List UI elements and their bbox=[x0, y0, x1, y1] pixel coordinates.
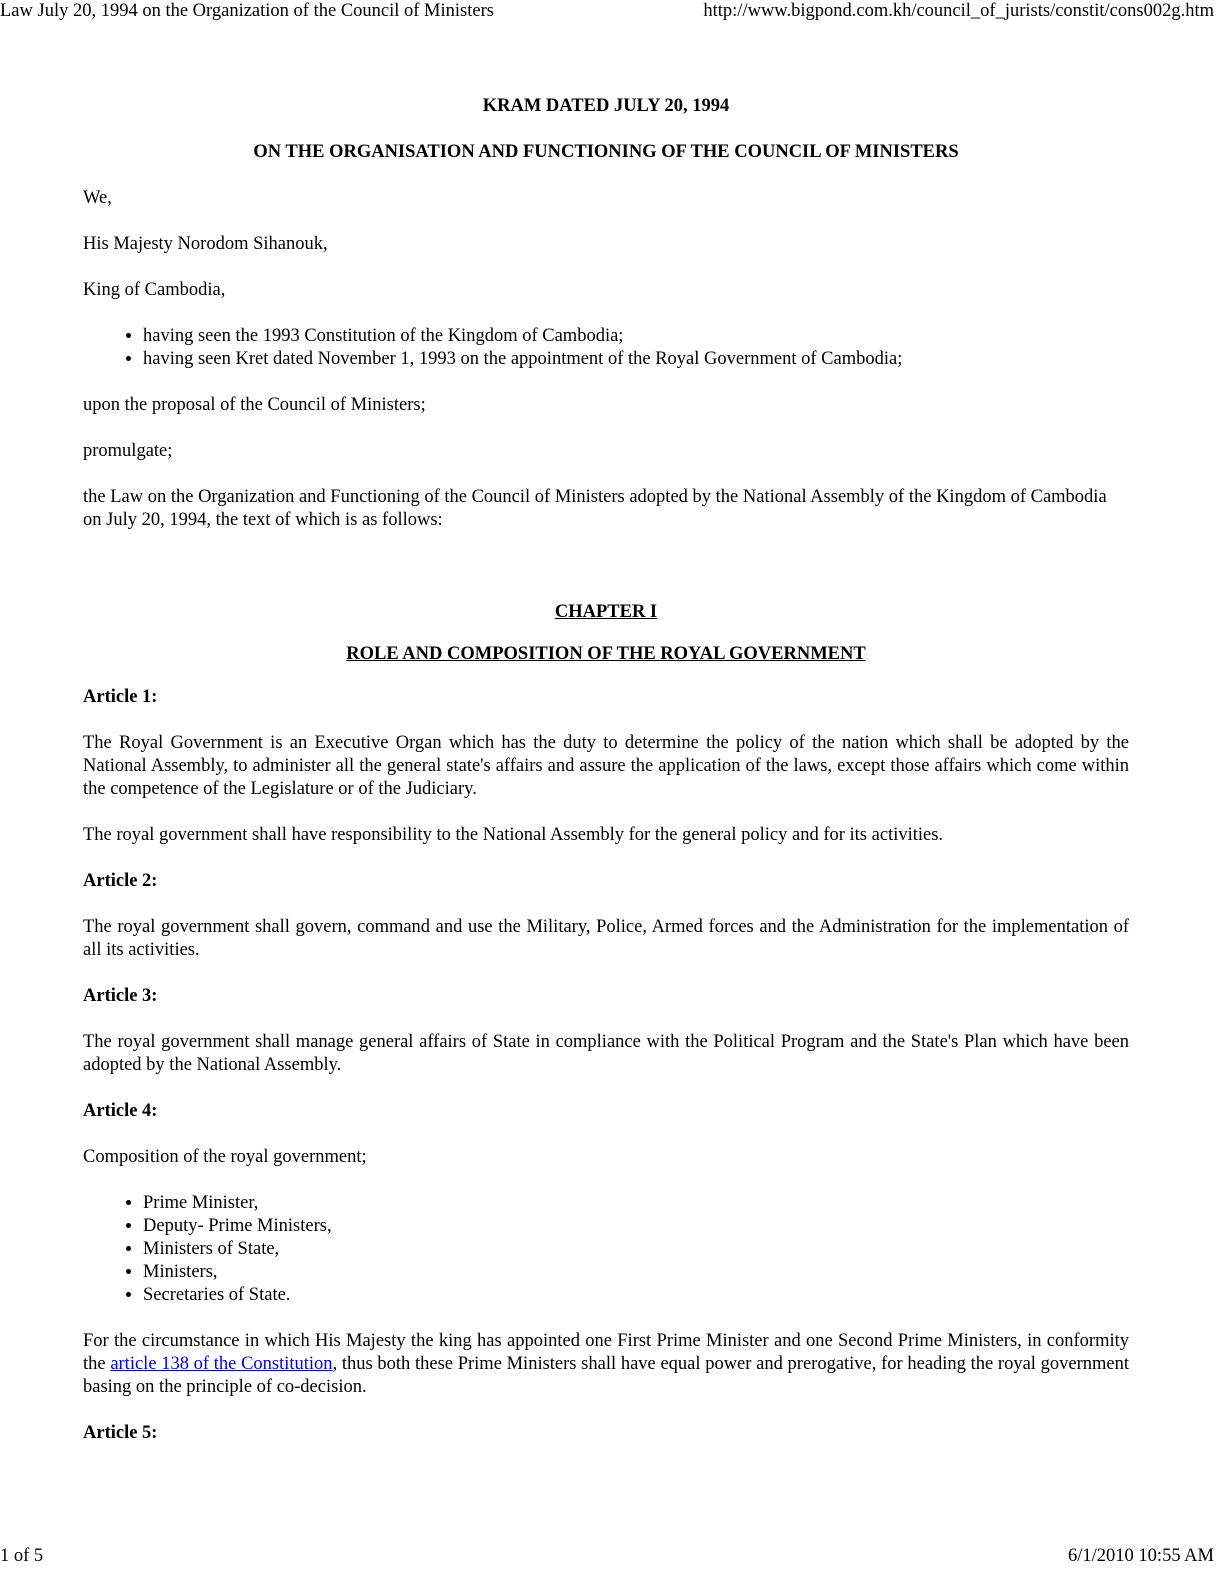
article-paragraph: The Royal Government is an Executive Organ which has the duty to determine the policy of the nation which shall be adopted by the National Assembly, to administer all the general state's affairs and assure the application of the laws, except those affairs which come within the competence of the Legislature or of the Judiciary. bbox=[83, 733, 1129, 799]
article-heading: Article 4: bbox=[83, 1101, 158, 1121]
list-item: • having seen the 1993 Constitution of the Kingdom of Cambodia; bbox=[143, 325, 1129, 348]
preamble-majesty: His Majesty Norodom Sihanouk, bbox=[83, 234, 328, 254]
article-heading: Article 5: bbox=[83, 1423, 158, 1443]
article-heading: Article 1: bbox=[83, 687, 158, 707]
chapter-heading: CHAPTER I bbox=[554, 602, 658, 622]
law-intro: the Law on the Organization and Functioning of the Council of Ministers adopted by the National Assembly of the Kingdom of Cambodia on July 20, 1994, the text of which is as follows: bbox=[83, 487, 1107, 530]
preamble-king: King of Cambodia, bbox=[83, 280, 226, 300]
document-body bbox=[83, 95, 1129, 1468]
document-subtitle: ON THE ORGANISATION AND FUNCTIONING OF THE COUNCIL OF MINISTERS bbox=[253, 142, 959, 162]
chapter-title: ROLE AND COMPOSITION OF THE ROYAL GOVERNMENT bbox=[346, 644, 866, 664]
article-heading: Article 2: bbox=[83, 871, 158, 891]
constitution-article-link[interactable]: article 138 of the Constitution bbox=[110, 1354, 333, 1374]
list-item: • Secretaries of State. bbox=[143, 1284, 1129, 1307]
list-item: • Ministers, bbox=[143, 1261, 1129, 1284]
list-item: • Deputy- Prime Ministers, bbox=[143, 1215, 1129, 1238]
article-paragraph bbox=[83, 1330, 1129, 1399]
document-title: KRAM DATED JULY 20, 1994 bbox=[482, 96, 730, 116]
list-item: • Prime Minister, bbox=[143, 1192, 1129, 1215]
article-paragraph: The royal government shall have responsibility to the National Assembly for the general policy and for its activities. bbox=[83, 825, 944, 845]
composition-list bbox=[83, 1192, 1129, 1307]
article-paragraph: Composition of the royal government; bbox=[83, 1147, 367, 1167]
print-header-url: http://www.bigpond.com.kh/council_of_jurists/constit/cons002g.htm bbox=[703, 1, 1214, 21]
list-item: • having seen Kret dated November 1, 1993 on the appointment of the Royal Government of Cambodia; bbox=[143, 348, 1129, 371]
preamble-proposal: upon the proposal of the Council of Ministers; bbox=[83, 395, 426, 415]
page-count: 1 of 5 bbox=[0, 1546, 44, 1566]
article-paragraph: The royal government shall manage general affairs of State in compliance with the Political Program and the State's Plan which have been adopted by the National Assembly. bbox=[83, 1032, 1129, 1075]
print-header-title: Law July 20, 1994 on the Organization of the Council of Ministers bbox=[0, 1, 494, 21]
preamble-list bbox=[83, 325, 1129, 371]
paragraph-text: For the circumstance in which His Majesty the king has appointed one First Prime Minister and one Second Prime Ministers, in conformity the bbox=[83, 1331, 1129, 1374]
print-timestamp: 6/1/2010 10:55 AM bbox=[1068, 1546, 1214, 1566]
article-heading: Article 3: bbox=[83, 986, 158, 1006]
article-paragraph: The royal government shall govern, command and use the Military, Police, Armed forces and the Administration for the implementation of all its activities. bbox=[83, 917, 1129, 960]
list-item: • Ministers of State, bbox=[143, 1238, 1129, 1261]
preamble-promulgate: promulgate; bbox=[83, 441, 173, 461]
paragraph-text: , thus both these Prime Ministers shall have equal power and prerogative, for heading the royal government basing on the principle of co-decision. bbox=[83, 1354, 1129, 1397]
preamble-we: We, bbox=[83, 188, 112, 208]
